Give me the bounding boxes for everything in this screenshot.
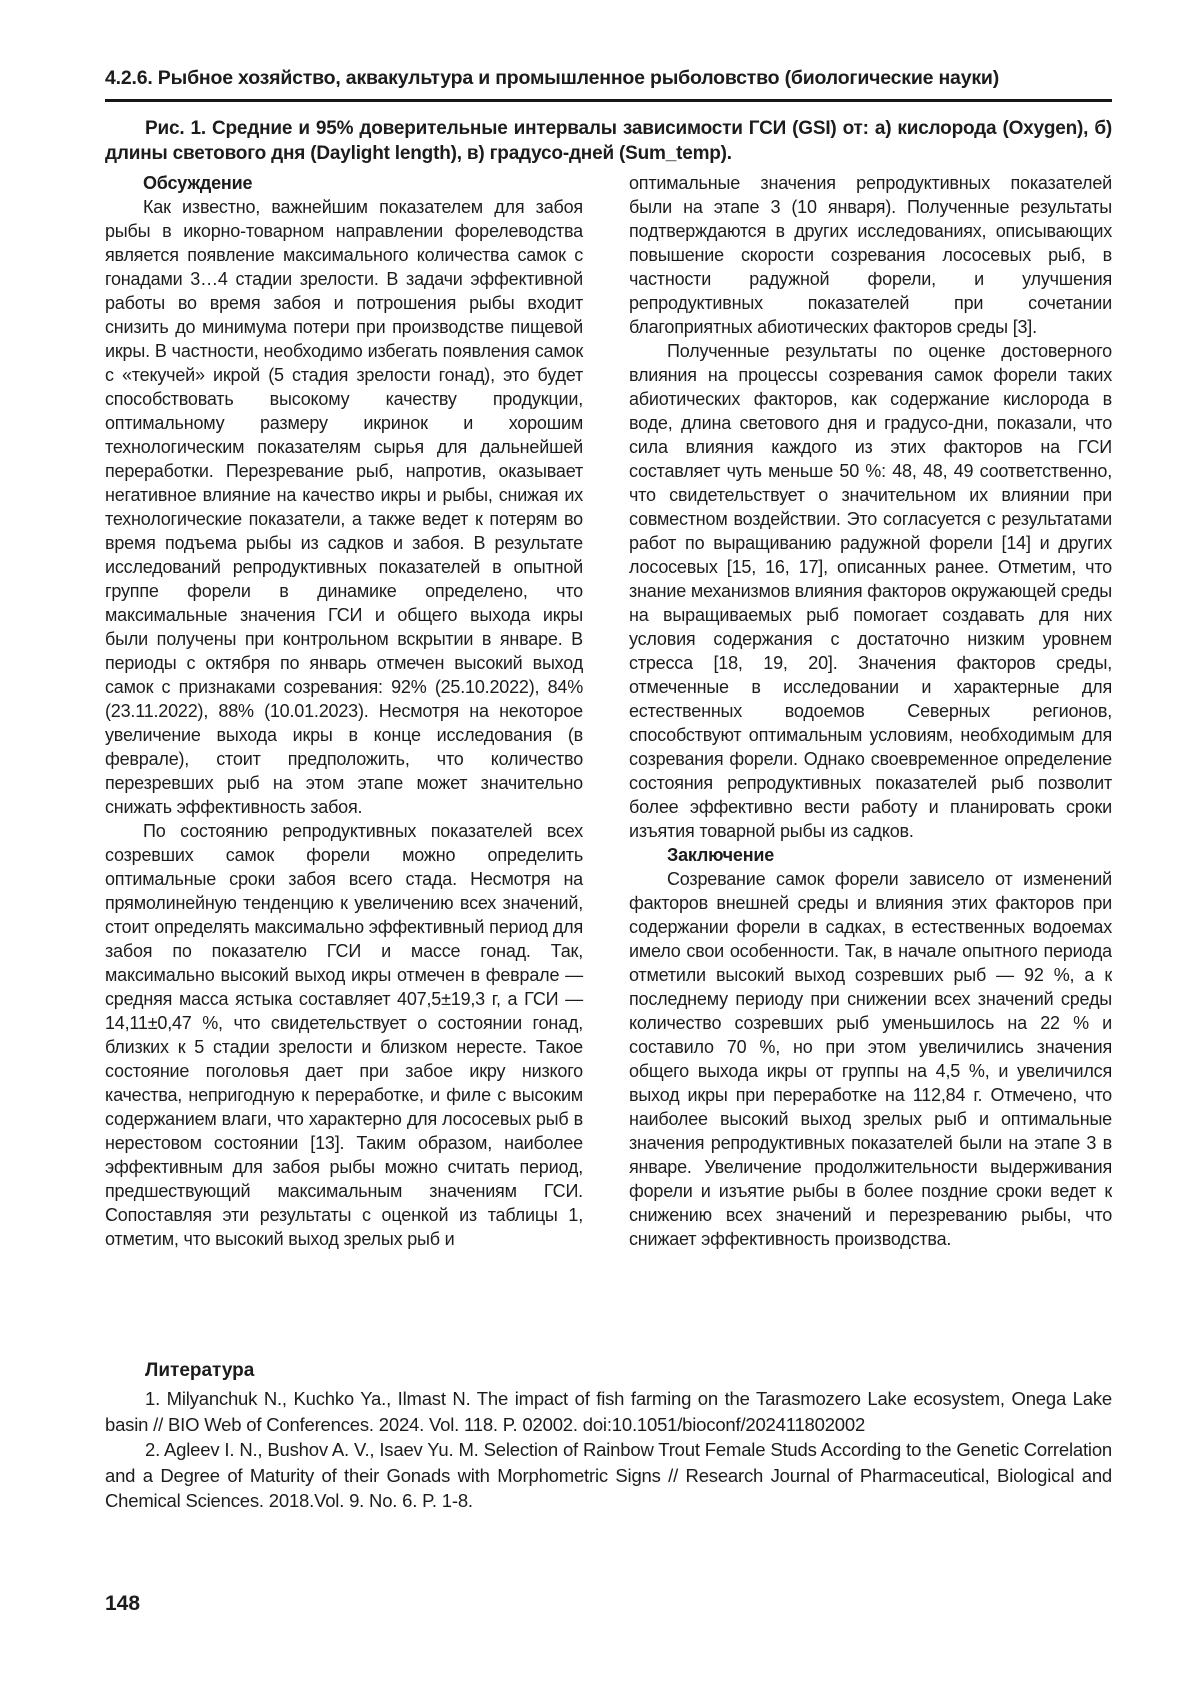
right-column — [629, 171, 1112, 1357]
paragraph: Полученные результаты по оценке достоверного влияния на процессы созревания самок форели таких абиотических факторов, как содержание кислорода в воде, длина светового дня и градусо-дни, показали, что сила влияния каждого из этих факторов на ГСИ составляет чуть меньше 50 %: 48, 48, 49 соответственно, что свидетельствует о значительном их влиянии при совместном воздействии. Это согласуется с результатами работ по выращиванию радужной форели [14] и других лососевых [15, 16, 17], описанных ранее. Отметим, что знание механизмов влияния факторов окружающей среды на выращиваемых рыб помогает создавать для них условия содержания с достаточно низким уровнем стресса [18, 19, 20]. Значения факторов среды, отмеченные в исследовании и характерные для естественных водоемов Северных регионов, способствуют оптимальным условиям, необходимым для созревания форели. Однако своевременное определение состояния репродуктивных показателей рыб позволит более эффективно вести работу и планировать сроки изъятия товарной рыбы из садков. — [629, 341, 1112, 841]
literature-section — [105, 1358, 1112, 1514]
left-column — [105, 171, 583, 1357]
reference-item: 2. Agleev I. N., Bushov A. V., Isaev Yu. M. Selection of Rainbow Trout Female Studs According to the Genetic Correlation and a Degree of Maturity of their Gonads with Morphometric Signs // Research Journal of Pharmaceutical, Biological and Chemical Sciences. 2018.Vol. 9. No. 6. P. 1-8. — [105, 1439, 1112, 1511]
paragraph: оптимальные значения репродуктивных показателей были на этапе 3 (10 января). Полученные результаты подтверждаются в других исследованиях, описывающих повышение скорости созревания лососевых рыб, в частности радужной форели, и улучшения репродуктивных показателей при сочетании благоприятных абиотических факторов среды [3]. — [629, 173, 1112, 337]
page-number: 148 — [105, 1592, 141, 1615]
section-header: 4.2.6. Рыбное хозяйство, аквакультура и промышленное рыболовство (биологические науки) — [105, 66, 1112, 102]
discussion-heading: Обсуждение — [143, 173, 253, 193]
conclusion-heading: Заключение — [667, 845, 775, 865]
reference-item: 1. Milyanchuk N., Kuchko Ya., Ilmast N. The impact of fish farming on the Tarasmozero Lake ecosystem, Onega Lake basin // BIO Web of Conferences. 2024. Vol. 118. P. 02002. doi:10.1051/bioconf/202411802002 — [105, 1388, 1112, 1435]
literature-heading: Литература — [145, 1360, 255, 1381]
paragraph: Как известно, важнейшим показателем для забоя рыбы в икорно-товарном направлении форелеводства является появление максимального количества самок с гонадами 3…4 стадии зрелости. В задачи эффективной работы во время забоя и потрошения рыбы входит снизить до минимума потери при производстве пищевой икры. В частности, необходимо избегать появления самок с «текучей» икрой (5 стадия зрелости гонад), это будет способствовать высокому качеству продукции, оптимальному размеру икринок и хорошим технологическим показателям сырья для дальнейшей переработки. Перезревание рыб, напротив, оказывает негативное влияние на качество икры и рыбы, снижая их технологические показатели, а также ведет к потерям во время подъема рыбы из садков и забоя. В результате исследований репродуктивных показателей в опытной группе форели в динамике определено, что максимальные значения ГСИ и общего выхода икры были получены при контрольном вскрытии в январе. В периоды с октября по январь отмечен высокий выход самок с признаками созревания: 92% (25.10.2022), 84% (23.11.2022), 88% (10.01.2023). Несмотря на некоторое увеличение выхода икры в конце исследования (в феврале), стоит предположить, что количество перезревших рыб на этом этапе может значительно снижать эффективность забоя. — [105, 197, 583, 817]
paragraph: Созревание самок форели зависело от изменений факторов внешней среды и влияния этих факторов при содержании форели в садках, в естественных водоемах имело свои особенности. Так, в начале опытного периода отметили высокий выход созревших рыб — 92 %, а к последнему периоду при снижении всех значений среды количество созревших рыб уменьшилось на 22 % и составило 70 %, но при этом увеличились значения общего выхода икры от группы на 4,5 %, и увеличился выход икры при переработке на 112,84 г. Отмечено, что наиболее высокий выход зрелых рыб и оптимальные значения репродуктивных показателей были на этапе 3 в январе. Увеличение продолжительности выдерживания форели и изъятие рыбы в более поздние сроки ведет к снижению всех значений и перезреванию рыбы, что снижает эффективность производства. — [629, 869, 1112, 1249]
figure-caption: Рис. 1. Средние и 95% доверительные интервалы зависимости ГСИ (GSI) от: а) кислорода (Oxygen), б) длины светового дня (Daylight length), в) градусо-дней (Sum_temp). — [105, 118, 1112, 164]
paragraph: По состоянию репродуктивных показателей всех созревших самок форели можно определить оптимальные сроки забоя всего стада. Несмотря на прямолинейную тенденцию к увеличению всех значений, стоит определять максимально эффективный период для забоя по показателю ГСИ и массе гонад. Так, максимально высокий выход икры отмечен в феврале — средняя масса ястыка составляет 407,5±19,3 г, а ГСИ — 14,11±0,47 %, что свидетельствует о состоянии гонад, близких к 5 стадии зрелости и близком нересте. Такое состояние поголовья дает при забое икру низкого качества, непригодную к переработке, и филе с высоким содержанием влаги, что характерно для лососевых рыб в нерестовом состоянии [13]. Таким образом, наиболее эффективным для забоя рыбы можно считать период, предшествующий максимальным значениям ГСИ. Сопоставляя эти результаты с оценкой из таблицы 1, отметим, что высокий выход зрелых рыб и — [105, 821, 583, 1249]
article-body — [105, 171, 1112, 1357]
